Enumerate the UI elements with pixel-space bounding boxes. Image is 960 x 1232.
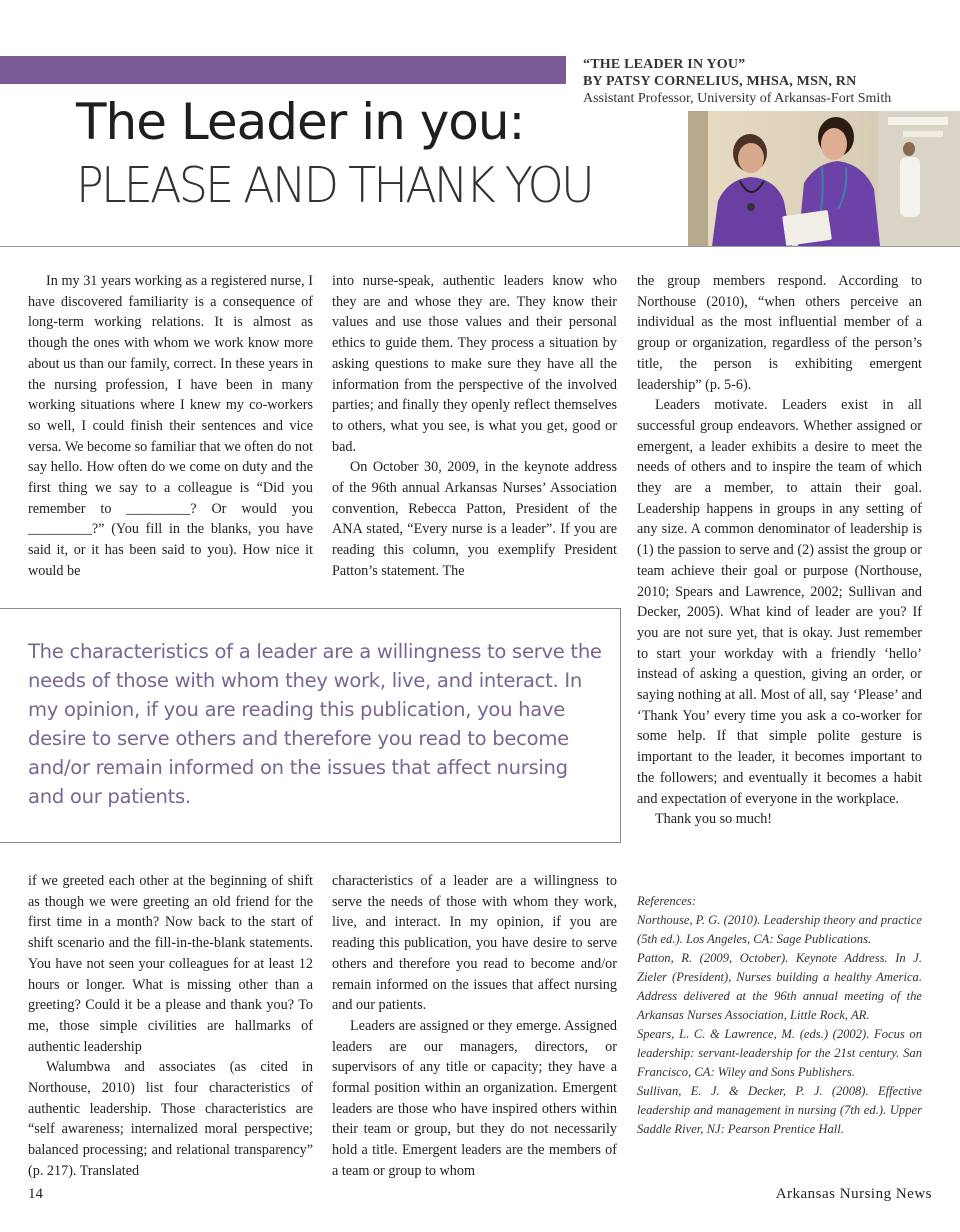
pull-quote-text: The characteristics of a leader are a willingness to serve the needs of those with whom they work, live, and interact. In my opinion, if you are reading this publication, you have desire to serve others and therefore you read to become and/or remain informed on the issues that affect nursing and our patients. — [28, 640, 602, 808]
column-2-top — [332, 271, 617, 582]
article-title: The Leader in you: — [76, 93, 525, 151]
closing-line: Thank you so much! — [655, 811, 773, 828]
paragraph: characteristics of a leader are a willingness to serve the needs of those with whom they work, live, and interact. In my opinion, if you are reading this publication, you have desire to serve others and therefore you read to become and/or remain informed on the issues that affect nursing and our patients. — [332, 873, 617, 1014]
references — [637, 892, 922, 1139]
reference-item: Patton, R. (2009, October). Keynote Address. In J. Zieler (President), Nurses building a healthy America. Address delivered at the 96th annual meeting of the Arkansas Nurses Association, Little Rock, AR. — [637, 951, 922, 1022]
reference-item: Spears, L. C. & Lawrence, M. (eds.) (2002). Focus on leadership: servant-leadership for the 21st century. San Francisco, CA: Wiley and Sons Publishers. — [637, 1027, 922, 1079]
column-title: “THE LEADER IN YOU” — [583, 57, 746, 72]
paragraph: Leaders are assigned or they emerge. Assigned leaders are our managers, directors, or supervisors of any title or capacity; they have a formal position within an organization. Emergent leaders are those who have inspired others within their team or group, but they do not necessarily hold a title. Emergent leaders are the members of a team or group to whom — [332, 1017, 617, 1179]
paragraph: Leaders motivate. Leaders exist in all successful group endeavors. Whether assigned or emergent, a leader exhibits a desire to meet the needs of others and to inspire the team of which they are a member, to attain their goal. Leadership happens in groups in any setting of any size. A common denominator of leadership is (1) the passion to serve and (2) assist the group or team achieve their goal or purpose (Northouse, 2010; Spears and Lawrence, 2002; Sullivan and Decker, 2005). What kind of leader are you? If you are not sure yet, that is okay. Just remember to start your workday with a friendly ‘hello’ instead of asking a question, giving an order, or saying nothing at all. Most of all, say ‘Please’ and ‘Thank You’ every time you ask a co-worker for some help. If that simple polite gesture is important to the leader, it becomes important to the followers; and eventually it becomes a habit and expectation of everyone in the workplace. — [637, 397, 922, 807]
column-1-bottom — [28, 871, 313, 1182]
column-1-top — [28, 271, 313, 582]
paragraph: In my 31 years working as a registered nurse, I have discovered familiarity is a consequence of long-term working relations. It is almost as though the ones with whom we work know more about us than our family, correct. In these years in the nursing profession, I have been in many working situations where I knew my co-workers so well, I could finish their sentences and vice versa. We become so familiar that we often do not say hello. How often do we come on duty and the first thing we say to a colleague is “Did you remember to _________? Or would you _________?” (You fill in the blanks, you have said it, or it has been said to you). How nice it would be — [28, 273, 313, 579]
nurses-photo — [688, 111, 960, 246]
paragraph: into nurse-speak, authentic leaders know who they are and whose they are. They know their values and use those values and their personal ethics to guide them. They process a situation by asking questions to make sure they have all the information from the perspective of the involved parties; and finally they openly reflect themselves to others, what you see, is what you get, good or bad. — [332, 273, 617, 455]
header-accent-bar — [0, 56, 566, 84]
author-affiliation: Assistant Professor, University of Arkansas-Fort Smith — [583, 91, 892, 106]
author-line: BY PATSY CORNELIUS, MHSA, MSN, RN — [583, 74, 857, 89]
page-number: 14 — [28, 1186, 43, 1202]
paragraph: if we greeted each other at the beginning of shift as though we were greeting an old friend for the first time in a month? Now back to the start of shift scenario and the fill-in-the-blank statements. You have not seen your colleagues for at least 12 hours or longer. What is missing other than a greeting? Could it be a please and thank you? To me, those simple civilities are hallmarks of authentic leadership — [28, 873, 313, 1055]
column-2-bottom — [332, 871, 617, 1182]
paragraph: On October 30, 2009, in the keynote address of the 96th annual Arkansas Nurses’ Association convention, Rebecca Patton, President of the ANA stated, “Every nurse is a leader”. If you are reading this column, you exemplify President Patton’s statement. The — [332, 459, 617, 579]
reference-item: Sullivan, E. J. & Decker, P. J. (2008). Effective leadership and management in nursing (7th ed.). Upper Saddle River, NJ: Pearson Prentice Hall. — [637, 1084, 922, 1136]
byline — [583, 56, 953, 107]
reference-item: Northouse, P. G. (2010). Leadership theory and practice (5th ed.). Los Angeles, CA: Sage Publications. — [637, 913, 922, 946]
publication-name: Arkansas Nursing News — [775, 1186, 932, 1202]
paragraph: the group members respond. According to Northouse (2010), “when others perceive an individual as the most influential member of a group or organization, regardless of the person’s title, the person is exhibiting emergent leadership” (p. 5-6). — [637, 273, 922, 393]
header-divider — [0, 246, 960, 247]
article-subtitle: PLEASE AND THANK YOU — [76, 157, 592, 214]
column-3 — [637, 271, 922, 830]
paragraph: Walumbwa and associates (as cited in Northouse, 2010) list four characteristics of authentic leadership. Those characteristics are “self awareness; internalized moral perspective; balanced processing; and relational transparency” (p. 217). Translated — [28, 1059, 313, 1179]
references-heading: References: — [637, 894, 696, 908]
